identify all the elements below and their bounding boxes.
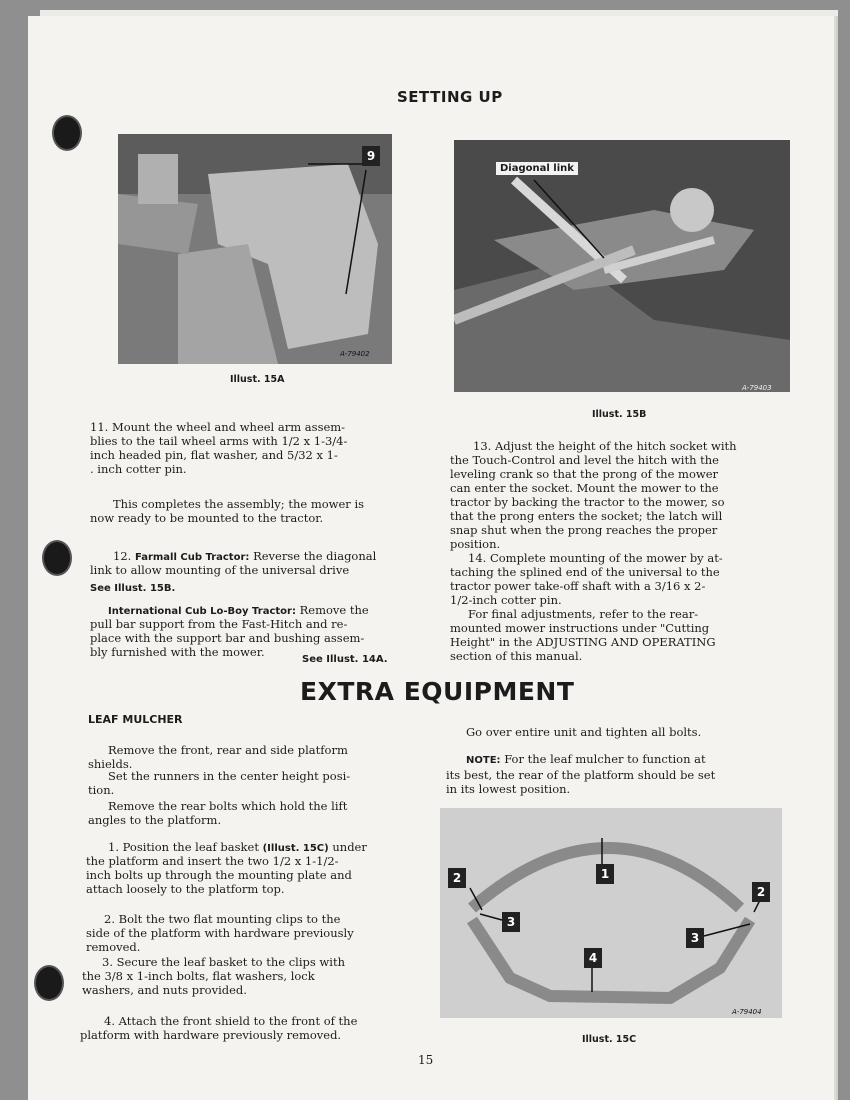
tighten-bolts-text: Go over entire unit and tighten all bolts. <box>466 725 702 739</box>
illust-15b-caption: Illust. 15B <box>592 409 647 420</box>
leaf-remove-bolts: Remove the rear bolts which hold the lift angles to the platform. <box>88 799 348 827</box>
intl-text-rest: pull bar support from the Fast-Hitch and re- place with the support bar and bushing assem- bly furnished with the mower. <box>90 617 365 659</box>
leaf-step-1-a: 1. Position the leaf basket <box>108 840 259 854</box>
leaf-step-3: 3. Secure the leaf basket to the clips with the 3/8 x 1-inch bolts, flat washers, lock washers, and nuts provided. <box>82 955 345 997</box>
callout-4: 4 <box>584 948 602 968</box>
callout-3-right: 3 <box>686 928 704 948</box>
leaf-step-4: 4. Attach the front shield to the front of the platform with hardware previously removed. <box>80 1014 358 1042</box>
step-12-number: 12. <box>113 549 132 563</box>
diagonal-link-drawing <box>454 140 790 392</box>
leaf-set-runners: Set the runners in the center height posi- tion. <box>88 769 351 797</box>
leaf-step-1-ref: (Illust. 15C) <box>262 843 329 854</box>
mower-hitch-drawing <box>118 134 392 364</box>
callout-2-left: 2 <box>448 868 466 888</box>
page-number: 15 <box>418 1053 434 1067</box>
leaf-step-1-rest: the platform and insert the two 1/2 x 1-1/2- inch bolts up through the mounting plate and attach loosely to the platform top. <box>86 854 352 896</box>
binder-hole-top <box>52 115 82 151</box>
assembly-complete-text: This completes the assembly; the mower is now ready to be mounted to the tractor. <box>90 497 365 525</box>
intl-text1: Remove the <box>299 603 369 617</box>
illust-15a-code: A-79402 <box>340 350 370 358</box>
extra-equipment-title: EXTRA EQUIPMENT <box>300 677 575 706</box>
illust-15b-code: A-79403 <box>742 384 772 392</box>
step-12-line2: link to allow mounting of the universal drive <box>90 563 350 577</box>
step-11-text: 11. Mount the wheel and wheel arm assem- blies to the tail wheel arms with 1/2 x 1-3/4- inch headed pin, flat washer, and 5/32 x 1- . inch cotter pin. <box>90 420 348 476</box>
leaf-step-2: 2. Bolt the two flat mounting clips to the side of the platform with hardware previously removed. <box>86 912 354 954</box>
final-adjustments-text: For final adjustments, refer to the rear- mounted mower instructions under "Cutting Height" in the ADJUSTING AND OPERATING section of this manual. <box>450 607 716 663</box>
illust-15c-caption: Illust. 15C <box>582 1034 637 1045</box>
binder-hole-bottom <box>34 965 64 1001</box>
note-paragraph <box>446 752 715 796</box>
leaf-mulcher-heading: LEAF MULCHER <box>88 713 183 726</box>
step-12-text: Reverse the diagonal <box>253 549 377 563</box>
intl-cub-label: International Cub Lo-Boy Tractor: <box>108 606 296 617</box>
note-text: For the leaf mulcher to function at its best, the rear of the platform should be set in its lowest position. <box>446 752 716 796</box>
farmall-cub-label: Farmall Cub Tractor: <box>134 552 250 563</box>
callout-3-left: 3 <box>502 912 520 932</box>
step-14-text: 14. Complete mounting of the mower by at- taching the splined end of the universal to the tractor power take-off shaft with a 3/16 x 2- 1/2-inch cotter pin. <box>450 551 723 607</box>
binder-hole-middle <box>42 540 72 576</box>
illust-15c-code: A-79404 <box>732 1008 762 1016</box>
callout-1: 1 <box>596 864 614 884</box>
page-header: SETTING UP <box>397 88 503 106</box>
illust-15c-photo <box>440 808 782 1018</box>
callout-9: 9 <box>362 146 380 166</box>
diagonal-link-label: Diagonal link <box>496 162 578 175</box>
note-label: NOTE: <box>466 755 501 766</box>
leaf-step-1-b: under <box>332 840 367 854</box>
leaf-basket-drawing <box>440 808 782 1018</box>
illust-15a-photo <box>118 134 392 364</box>
step-13-text: 13. Adjust the height of the hitch socket with the Touch-Control and level the hitch with the leveling crank so that the prong of the mower can enter the socket. Mount the mower to the tractor by backing the tractor to the mower, so that the prong enters the socket; the latch will snap shut when the prong reaches the proper position. <box>450 439 737 551</box>
callout-2-right: 2 <box>752 882 770 902</box>
illust-15b-photo <box>454 140 790 392</box>
leaf-remove-shields: Remove the front, rear and side platform shields. <box>88 743 348 771</box>
see-illust-14a: See Illust. 14A. <box>302 654 388 665</box>
see-illust-15b: See Illust. 15B. <box>90 583 176 594</box>
illust-15a-caption: Illust. 15A <box>230 374 285 385</box>
